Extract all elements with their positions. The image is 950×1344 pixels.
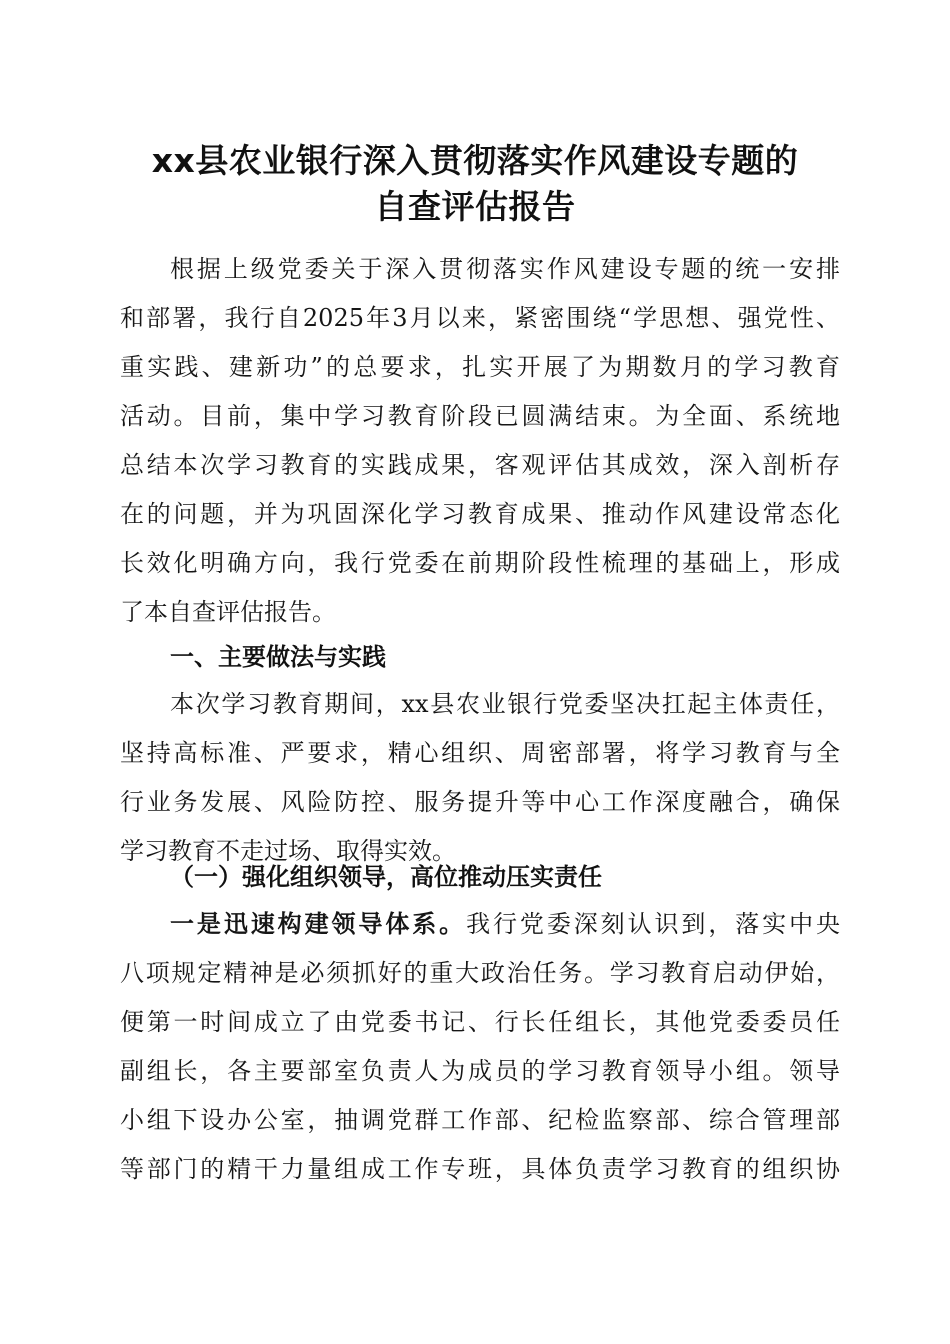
intro-line: 活动。目前，集中学习教育阶段已圆满结束。为全面、系统地: [120, 402, 840, 430]
subsection1-lead: 一是迅速构建领导体系。: [170, 910, 467, 938]
subsection-heading: （一）强化组织领导，高位推动压实责任: [170, 862, 602, 891]
intro-line: 了本自查评估报告。: [120, 598, 336, 626]
section1-line: 行业务发展、风险防控、服务提升等中心工作深度融合，确保: [120, 788, 840, 816]
subsection1-line-rest: 我行党委深刻认识到，落实中央: [466, 910, 841, 938]
document-title-line-1: xx县农业银行深入贯彻落实作风建设专题的: [151, 141, 799, 180]
subsection1-line: 副组长，各主要部室负责人为成员的学习教育领导小组。领导: [120, 1057, 840, 1085]
subsection1-line: 便第一时间成立了由党委书记、行长任组长，其他党委委员任: [120, 1008, 840, 1036]
intro-line: 根据上级党委关于深入贯彻落实作风建设专题的统一安排: [170, 255, 840, 283]
document-title-line-2: 自查评估报告: [374, 187, 576, 226]
subsection1-line: 八项规定精神是必须抓好的重大政治任务。学习教育启动伊始，: [120, 959, 840, 987]
intro-line: 重实践、建新功”的总要求，扎实开展了为期数月的学习教育: [120, 353, 840, 381]
intro-line: 总结本次学习教育的实践成果，客观评估其成效，深入剖析存: [120, 451, 840, 479]
section1-line: 本次学习教育期间，xx县农业银行党委坚决扛起主体责任，: [170, 690, 840, 718]
subsection1-line: 小组下设办公室，抽调党群工作部、纪检监察部、综合管理部: [120, 1106, 840, 1134]
section1-line: 坚持高标准、严要求，精心组织、周密部署，将学习教育与全: [120, 739, 840, 767]
subsection1-line: [170, 907, 840, 941]
intro-line: 在的问题，并为巩固深化学习教育成果、推动作风建设常态化: [120, 500, 840, 528]
intro-line: 和部署，我行自2025年3月以来，紧密围绕“学思想、强党性、: [120, 304, 840, 332]
section1-line: 学习教育不走过场、取得实效。: [120, 837, 456, 865]
subsection1-line: 等部门的精干力量组成工作专班，具体负责学习教育的组织协: [120, 1155, 840, 1183]
section-heading: 一、主要做法与实践: [170, 643, 386, 671]
intro-line: 长效化明确方向，我行党委在前期阶段性梳理的基础上，形成: [120, 549, 840, 577]
